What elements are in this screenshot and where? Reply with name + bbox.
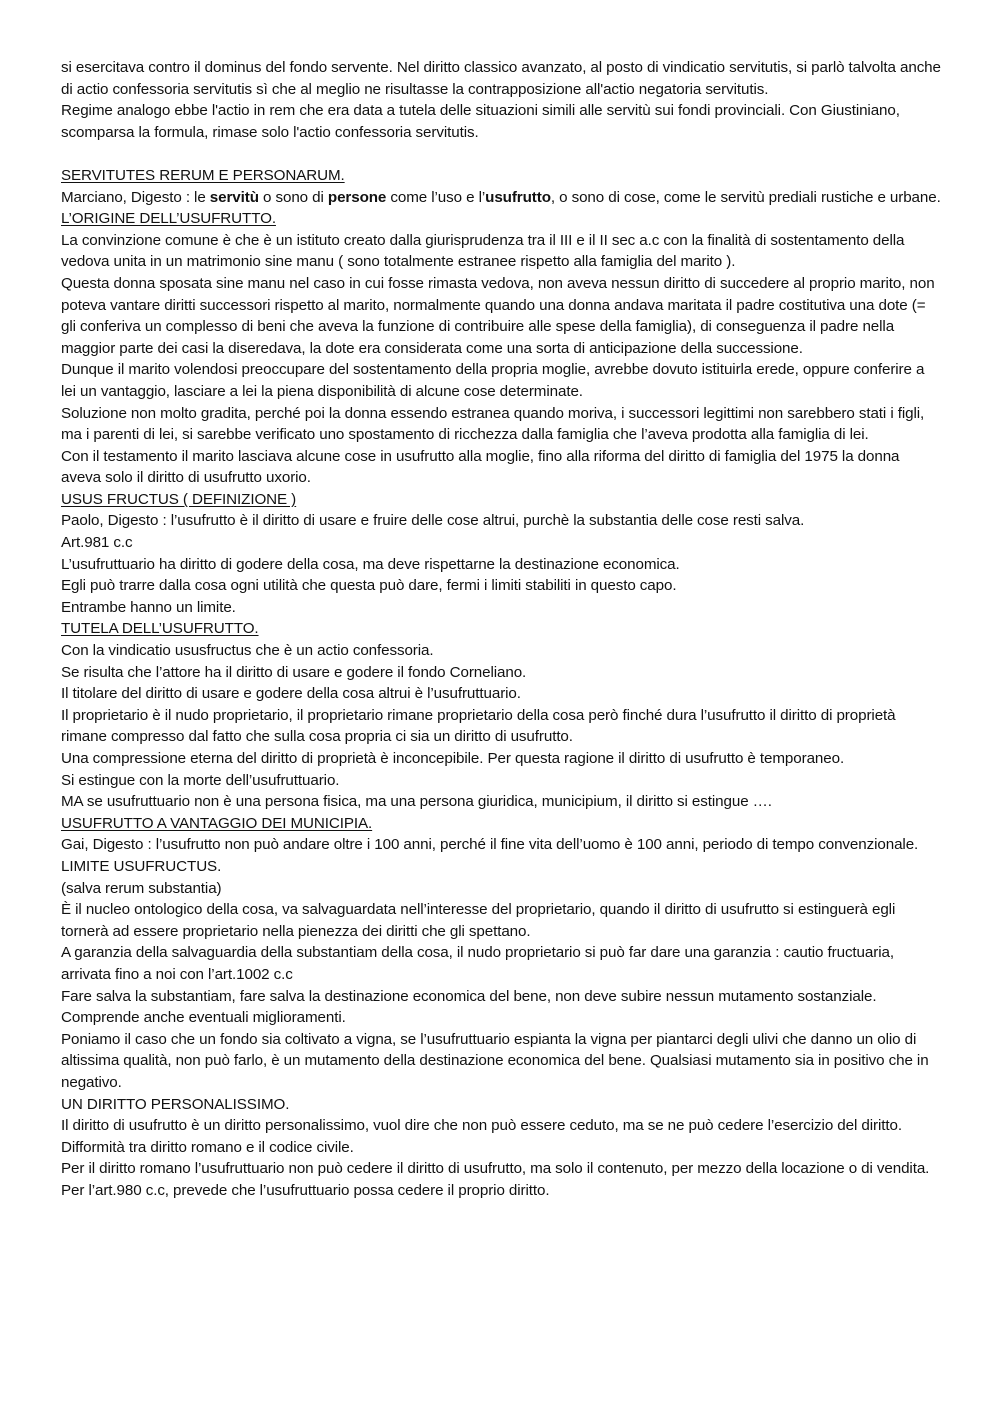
paragraph: Per il diritto romano l’usufruttuario non può cedere il diritto di usufrutto, ma solo il contenuto, per mezzo della locazione o di vendita. — [61, 1160, 930, 1178]
paragraph: Una compressione eterna del diritto di proprietà è inconcepibile. Per questa ragione il diritto di usufrutto è temporaneo. — [61, 750, 845, 767]
paragraph: Il titolare del diritto di usare e godere della cosa altrui è l’usufruttuario. — [61, 685, 521, 703]
text-run: Marciano, Digesto : le — [61, 188, 210, 206]
paragraph: Il proprietario è il nudo proprietario, il proprietario rimane proprietario della cosa però finché dura l’usufrutto il diritto di proprietà rimane compresso dal fatto che sulla cosa propria ci sia un diritto di usufrutto. — [61, 706, 896, 746]
bold-term: persone — [327, 188, 387, 206]
paragraph: Per l’art.980 c.c, prevede che l’usufruttuario possa cedere il proprio diritto. — [61, 1181, 550, 1199]
paragraph: Con il testamento il marito lasciava alcune cose in usufrutto alla moglie, fino alla riforma del diritto di famiglia del 1975 la donna aveva solo il diritto di usufrutto uxorio. — [61, 447, 900, 487]
paragraph: Art.981 c.c — [61, 534, 133, 552]
section-heading: USUFRUTTO A VANTAGGIO DEI MUNICIPIA. — [61, 814, 373, 832]
paragraph: Il diritto di usufrutto è un diritto personalissimo, vuol dire che non può essere ceduto, ma se ne può cedere l’esercizio del diritto. — [61, 1117, 902, 1135]
bold-term: servitù — [209, 188, 259, 206]
paragraph: La convinzione comune è che è un istituto creato dalla giurisprudenza tra il III e il II sec a.c con la finalità di sostentamento della vedova unita in un matrimonio sine manu ( sono totalmente estranee rispetto alla famiglia del marito ). — [61, 231, 905, 271]
paragraph: Con la vindicatio ususfructus che è un actio confessoria. — [61, 642, 434, 660]
paragraph: Si estingue con la morte dell’usufruttuario. — [61, 771, 340, 789]
paragraph: Fare salva la substantiam, fare salva la destinazione economica del bene, non deve subire nessun mutamento sostanziale. — [61, 987, 877, 1005]
paragraph: Regime analogo ebbe l'actio in rem che era data a tutela delle situazioni simili alle servitù sui fondi provinciali. Con Giustiniano, scomparsa la formula, rimase solo l'actio confessoria servitutis. — [61, 102, 900, 141]
paragraph: Difformità tra diritto romano e il codice civile. — [61, 1138, 354, 1156]
paragraph: A garanzia della salvaguardia della substantiam della cosa, il nudo proprietario si può far dare una garanzia : cautio fructuaria, arrivata fino a noi con l’art.1002 c.c — [61, 944, 894, 983]
paragraph: Entrambe hanno un limite. — [61, 598, 236, 616]
blank-line — [61, 143, 942, 165]
paragraph: Dunque il marito volendosi preoccupare del sostentamento della propria moglie, avrebbe dovuto istituirla erede, oppure conferire a lei un vantaggio, lasciare a lei la piena disponibilità di alcune cose determinate. — [61, 361, 925, 400]
section-heading: USUS FRUCTUS ( DEFINIZIONE ) — [61, 490, 297, 508]
section-heading: L’ORIGINE DELL’USUFRUTTO. — [61, 210, 276, 228]
paragraph: Egli può trarre dalla cosa ogni utilità che questa può dare, fermi i limiti stabiliti in questo capo. — [61, 577, 677, 595]
paragraph: Poniamo il caso che un fondo sia coltivato a vigna, se l’usufruttuario espianta la vigna per piantarci degli ulivi che danno un olio di altissima qualità, non può farlo, è un mutamento della destinazione economica del bene. Qualsiasi mutamento sia in positivo che in negativo. — [61, 1030, 929, 1091]
paragraph: L’usufruttuario ha diritto di godere della cosa, ma deve rispettarne la destinazione economica. — [61, 555, 680, 573]
paragraph: È il nucleo ontologico della cosa, va salvaguardata nell’interesse del proprietario, quando il diritto di usufrutto si estinguerà egli tornerà ad essere proprietario nella pienezza dei diritti che gli spettano. — [61, 901, 896, 940]
paragraph: Comprende anche eventuali miglioramenti. — [61, 1009, 346, 1027]
paragraph: Questa donna sposata sine manu nel caso in cui fosse rimasta vedova, non aveva nessun diritto di succedere al proprio marito, non poteva vantare diritti successori rispetto al marito, normalmente quando una donna andava maritata il padre costitutiva una dote (= gli conferiva un complesso di beni che aveva la funzione di contribuire alle spese della famiglia), di conseguenza il padre nella maggior parte dei casi la diseredava, la dote era considerata come una sorta di anticipazione della successione. — [61, 274, 935, 357]
section-heading: TUTELA DELL’USUFRUTTO. — [61, 620, 259, 638]
paragraph: MA se usufruttuario non è una persona fisica, ma una persona giuridica, municipium, il diritto si estingue …. — [61, 793, 772, 811]
paragraph: Se risulta che l’attore ha il diritto di usare e godere il fondo Corneliano. — [61, 663, 527, 681]
text-run: o sono di — [258, 188, 328, 206]
paragraph: Gai, Digesto : l’usufrutto non può andare oltre i 100 anni, perché il fine vita dell’uomo è 100 anni, periodo di tempo convenzionale. — [61, 836, 919, 854]
paragraph: si esercitava contro il dominus del fondo servente. Nel diritto classico avanzato, al posto di vindicatio servitutis, si parlò talvolta anche di actio confessoria servitutis sì che al meglio ne risultasse la contrapposizione all'actio negatoria servitutis. — [61, 59, 941, 98]
paragraph: (salva rerum substantia) — [61, 879, 222, 897]
paragraph — [61, 187, 942, 209]
section-heading: SERVITUTES RERUM E PERSONARUM. — [61, 166, 345, 184]
paragraph: Paolo, Digesto : l’usufrutto è il diritto di usare e fruire delle cose altrui, purchè la substantia delle cose resti salva. — [61, 512, 805, 530]
paragraph: LIMITE USUFRUCTUS. — [61, 857, 222, 875]
text-run: come l’uso e l’ — [386, 188, 486, 206]
bold-term: usufrutto — [485, 188, 551, 206]
paragraph: Soluzione non molto gradita, perché poi la donna essendo estranea quando moriva, i successori legittimi non sarebbero stati i figli, ma i parenti di lei, si sarebbe verificato uno spostamento di ricchezza dalla famiglia che l’aveva prodotta alla famiglia di lei. — [61, 404, 925, 444]
text-run: , o sono di cose, come le servitù prediali rustiche e urbane. — [550, 188, 941, 206]
paragraph: UN DIRITTO PERSONALISSIMO. — [61, 1095, 290, 1113]
